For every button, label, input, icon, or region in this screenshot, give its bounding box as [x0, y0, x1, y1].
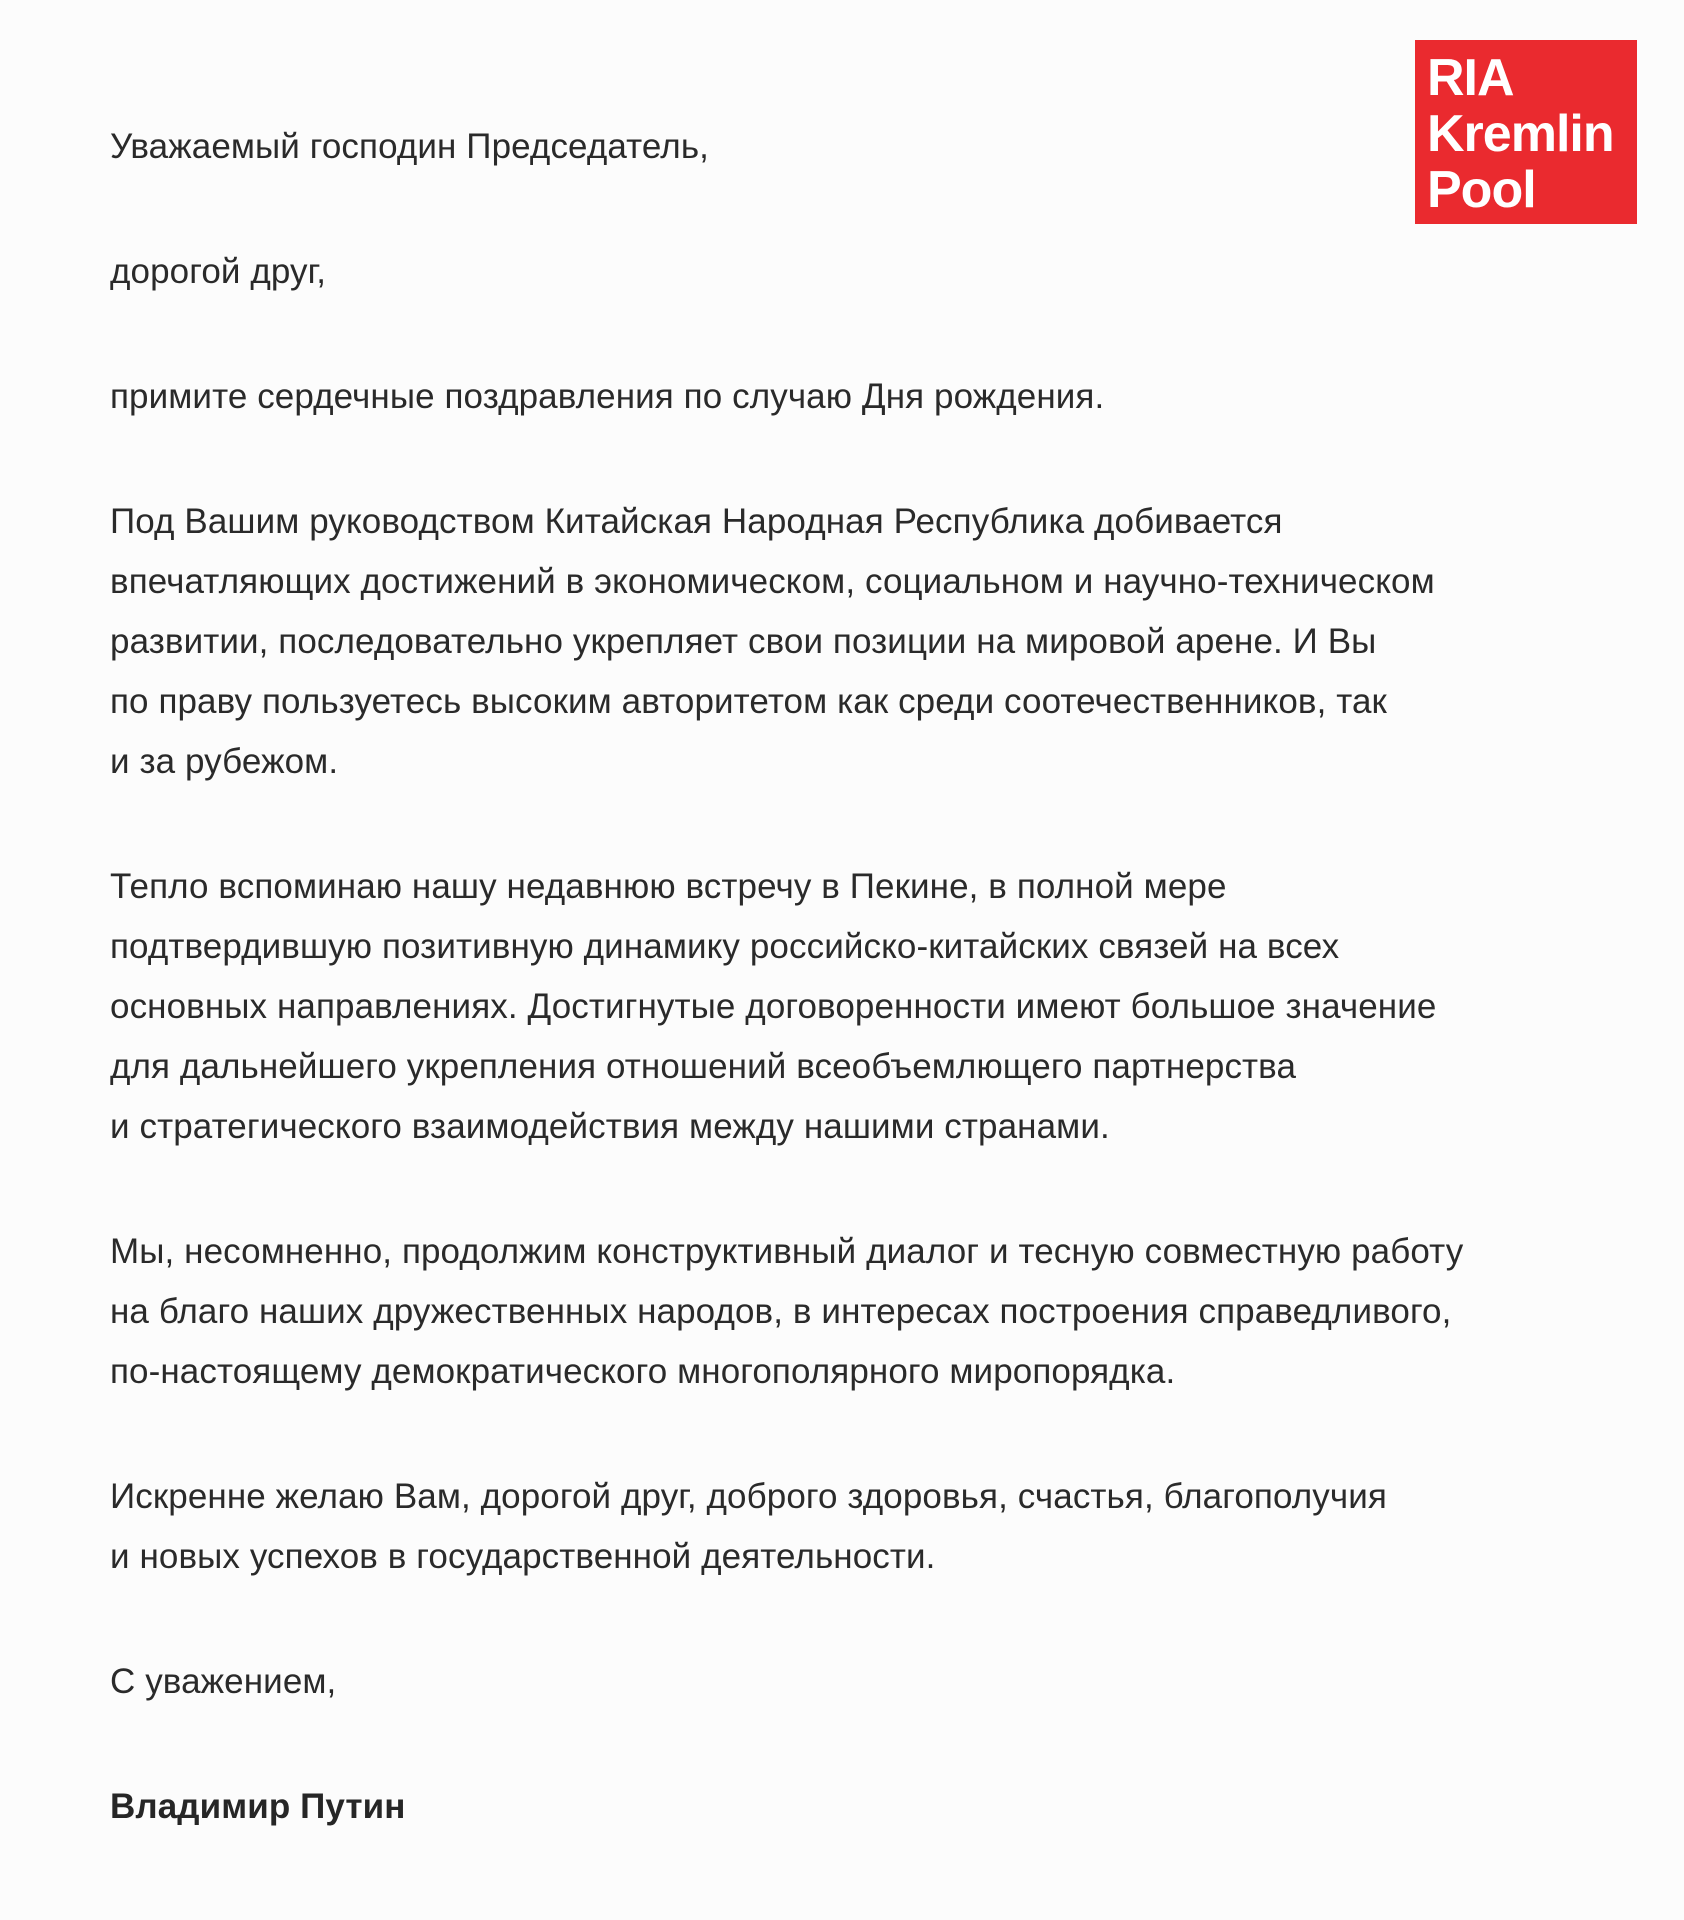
closing-line: С уважением, [110, 1662, 337, 1701]
text-line: основных направлениях. Достигнутые договоренности имеют большое значение [110, 987, 1437, 1026]
logo-text-line: Kremlin [1427, 105, 1614, 163]
paragraph-meeting [110, 857, 1580, 1157]
text-line: по-настоящему демократического многополярного миропорядка. [110, 1352, 1176, 1391]
greeting-line: примите сердечные поздравления по случаю Дня рождения. [110, 377, 1105, 416]
text-line: и стратегического взаимодействия между нашими странами. [110, 1107, 1110, 1146]
logo-text-line: RIA [1427, 49, 1514, 107]
text-line: впечатляющих достижений в экономическом, социальном и научно-техническом [110, 562, 1435, 601]
address-line: дорогой друг, [110, 252, 327, 291]
paragraph-wishes [110, 1467, 1580, 1587]
signature: Владимир Путин [110, 1787, 406, 1826]
text-line: и новых успехов в государственной деятельности. [110, 1537, 936, 1576]
text-line: Искренне желаю Вам, дорогой друг, доброго здоровья, счастья, благополучия [110, 1477, 1387, 1516]
paragraph-dialogue [110, 1222, 1580, 1402]
letter-body [110, 117, 1580, 1902]
text-line: Под Вашим руководством Китайская Народная Республика добивается [110, 502, 1283, 541]
text-line: подтвердившую позитивную динамику российско-китайских связей на всех [110, 927, 1340, 966]
text-line: развитии, последовательно укрепляет свои позиции на мировой арене. И Вы [110, 622, 1377, 661]
text-line: на благо наших дружественных народов, в интересах построения справедливого, [110, 1292, 1452, 1331]
text-line: Тепло вспоминаю нашу недавнюю встречу в Пекине, в полной мере [110, 867, 1227, 906]
salutation: Уважаемый господин Председатель, [110, 127, 709, 166]
logo-text-line: Pool [1427, 161, 1536, 219]
text-line: и за рубежом. [110, 742, 339, 781]
paragraph-achievements [110, 492, 1580, 792]
text-line: для дальнейшего укрепления отношений всеобъемлющего партнерства [110, 1047, 1297, 1086]
text-line: Мы, несомненно, продолжим конструктивный диалог и тесную совместную работу [110, 1232, 1464, 1271]
text-line: по праву пользуетесь высоким авторитетом как среди соотечественников, так [110, 682, 1387, 721]
